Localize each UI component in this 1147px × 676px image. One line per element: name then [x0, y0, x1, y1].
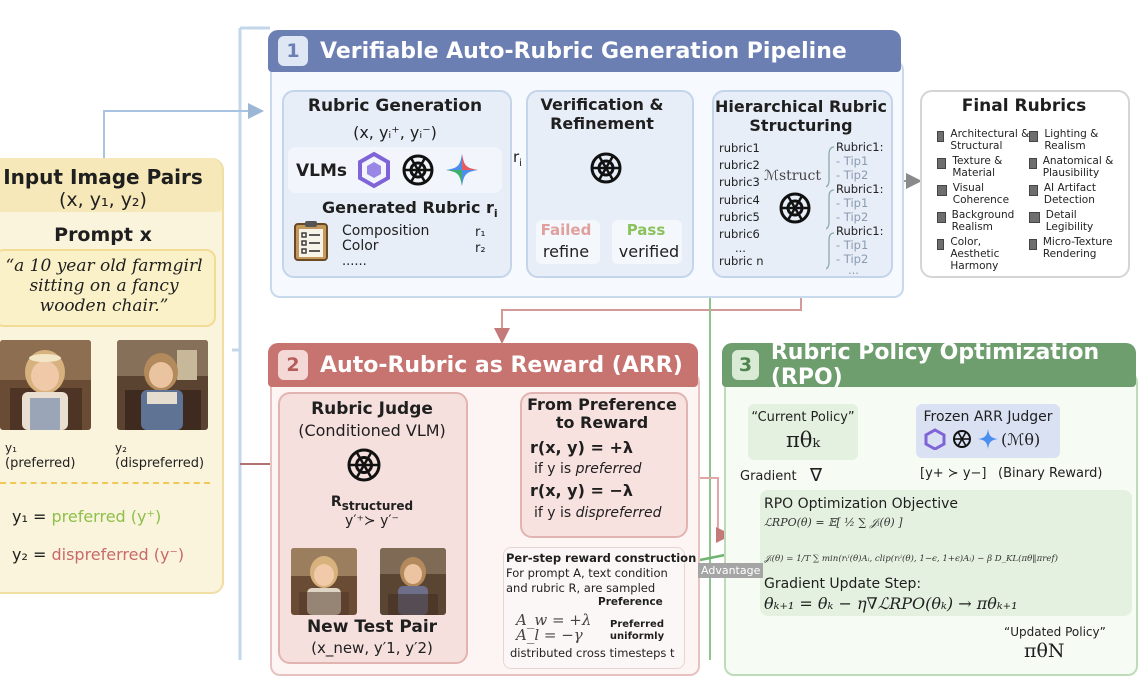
final-item-label: Color, Aesthetic Harmony [950, 236, 1000, 272]
final-title: Final Rubrics [961, 96, 1087, 116]
checkbox-icon [1029, 131, 1038, 142]
panel2-title: Auto-Rubric as Reward (ARR) [320, 352, 683, 378]
test-image-2 [380, 548, 446, 615]
panel1-number: 1 [278, 36, 308, 66]
m-struct: ℳstruct [764, 168, 821, 184]
vlms-label: VLMs [296, 161, 348, 181]
verify-title: Verification & Refinement [540, 95, 664, 133]
final-item [1029, 155, 1125, 179]
checkbox-icon [1029, 158, 1037, 169]
final-item [937, 236, 1031, 272]
checkbox-icon [937, 185, 947, 196]
hier-title: Hierarchical Rubric Structuring [714, 97, 888, 135]
r-structured-r: R [330, 494, 342, 510]
new-test-pair: New Test Pair [306, 617, 438, 637]
pref-title: From Preference to Reward [527, 395, 677, 432]
final-item [937, 128, 1031, 152]
y1-label: y₁ [5, 441, 17, 455]
preference-label: Preference [598, 596, 663, 608]
final-item-label: AI Artifact Detection [1043, 182, 1097, 206]
clipboard-icon [292, 220, 330, 262]
m-theta: (ℳθ) [1001, 430, 1041, 449]
rubric-group-tip: - Tip1 [836, 196, 869, 210]
hexagon-logo-icon [926, 430, 944, 449]
rubric-list-item: ... [735, 241, 746, 256]
final-item-label: Detail Legibility [1045, 209, 1094, 233]
rubric-group-tip: - Tip1 [836, 238, 869, 252]
ri-sub: i [519, 158, 522, 169]
generated-rubric-label: Generated Rubric r [322, 198, 494, 217]
rubric-list-item: rubric1 [719, 141, 760, 155]
rubric-group-tip: - Tip2 [836, 168, 869, 182]
rubric-group-tip: - Tip1 [836, 154, 869, 168]
hexagon-logo-icon [360, 154, 388, 186]
y1-eq-right: preferred (y⁺) [51, 507, 162, 526]
input-divider [0, 482, 210, 484]
obj-title: RPO Optimization Objective [764, 496, 959, 512]
judge-sub: (Conditioned VLM) [298, 421, 446, 440]
failed-label: Failed [540, 221, 592, 239]
r-structured-sub: structured [341, 498, 414, 513]
final-item [937, 155, 1031, 179]
new-pair-formula: (x_new, y′1, y′2) [311, 639, 433, 657]
final-right-col [1029, 128, 1125, 263]
rubric-list-item: rubric4 [719, 192, 760, 207]
input-title: Input Image Pairs [3, 165, 203, 189]
reward-pos-cond-word: preferred [575, 461, 642, 477]
gemini-star-icon [446, 154, 478, 186]
rubric-group-tip: ... [848, 263, 859, 277]
checkbox-icon [937, 239, 944, 250]
gen-code-1: r₂ [475, 241, 486, 256]
verified-label: verified [618, 242, 680, 261]
generated-rubric [322, 198, 498, 220]
eq2: 𝒥ᵢ(θ) = 1/T ∑ min(rₜⁱ(θ)Aᵢ, clip(rₜⁱ(θ), 1−ϵ, 1+ϵ)Aᵢ) − β D_KL(πθ‖πref) [764, 554, 1058, 564]
final-left-col [937, 128, 1031, 275]
final-item [1029, 182, 1125, 206]
update-eq: θₖ₊₁ = θₖ − η∇ℒRPO(θₖ) → πθₖ₊₁ [764, 594, 1018, 613]
y2-eq-right: dispreferred (y⁻) [51, 545, 185, 564]
openai-logo-icon [588, 150, 624, 186]
gemini-star-icon [978, 429, 998, 449]
grad-step: Gradient Update Step: [764, 576, 922, 592]
prompt-label: Prompt x [54, 224, 152, 246]
test-image-1 [291, 548, 357, 615]
y1-image [0, 340, 91, 430]
rubric-list [719, 140, 764, 270]
rubric-group-name: Rubric1: [836, 140, 884, 154]
checkbox-icon [1029, 212, 1040, 223]
rubric-group-tip: - Tip2 [836, 210, 869, 224]
panel2-number: 2 [278, 350, 308, 380]
reward-pos: r(x, y) = +λ [530, 438, 633, 457]
prompt-text: “a 10 year old farmgirl sitting on a fancy wooden chair.” [5, 256, 203, 316]
y1-sub: (preferred) [5, 456, 76, 471]
final-item [1029, 236, 1125, 260]
pass-label: Pass [626, 221, 666, 239]
reward-neg-cond [534, 505, 662, 521]
reward-neg-cond-word: dispreferred [575, 505, 662, 521]
rubric-list-item: rubric5 [719, 209, 760, 224]
y2-sub: (dispreferred) [115, 456, 205, 471]
perstep-text: For prompt A, text condition and rubric R, are sampled [506, 566, 668, 595]
rubric-group-name: Rubric1: [836, 182, 884, 196]
rubric-group-name: Rubric1: [836, 224, 884, 238]
y2-image [117, 340, 208, 430]
gen-item-0: Composition [342, 223, 430, 239]
checkbox-icon [1029, 185, 1038, 196]
final-item [937, 209, 1031, 233]
panel1-title: Verifiable Auto-Rubric Generation Pipeline [320, 38, 847, 64]
judge-title: Rubric Judge [311, 399, 433, 419]
rubric-list-item: rubric2 [719, 158, 760, 173]
final-item-label: Architectural & Structural [950, 128, 1030, 152]
openai-logo-icon [404, 156, 432, 184]
gen-code-0: r₁ [475, 225, 486, 240]
openai-logo-icon [345, 446, 383, 484]
nabla-label: ∇ [810, 465, 823, 486]
rubric-group-tip: - Tip2 [836, 252, 869, 266]
checkbox-icon [937, 131, 944, 142]
checkbox-icon [937, 158, 946, 169]
frozen-label: Frozen ARR Judger [923, 409, 1053, 425]
r-structured [278, 494, 466, 513]
reward-neg: r(x, y) = −λ [530, 481, 633, 500]
checkbox-icon [937, 212, 946, 223]
judge-pref-rel: y′⁺≻ y′⁻ [345, 513, 399, 529]
perstep-title: Per-step reward construction [506, 551, 697, 565]
gradient-label: Gradient [740, 469, 797, 484]
y2-eq-left: y₂ = [12, 545, 47, 564]
openai-logo-icon [777, 190, 813, 226]
vlm-logos [356, 150, 482, 190]
pi-theta-k: πθₖ [785, 428, 821, 452]
panel3-title: Rubric Policy Optimization (RPO) [770, 340, 1100, 390]
input-formula: (x, y₁, y₂) [59, 189, 147, 211]
rubric-list-item: rubric6 [719, 227, 760, 242]
rubric-list-item: rubric n [719, 254, 764, 269]
y1-eq-left: y₁ = [12, 507, 47, 526]
ri-label [513, 148, 522, 169]
y2-label: y₂ [115, 441, 127, 455]
final-item-label: Background Realism [951, 209, 1015, 233]
final-item-label: Anatomical & Plausibility [1042, 155, 1114, 179]
final-item [1029, 128, 1125, 152]
panel3-header [722, 340, 1136, 390]
gen-item-2: ...... [342, 254, 367, 269]
y2-equation [12, 545, 184, 564]
generated-rubric-sub: i [493, 207, 498, 221]
final-item [1029, 209, 1125, 233]
final-item [937, 182, 1031, 206]
y1-equation [12, 507, 161, 526]
brace-lines [826, 145, 836, 270]
reward-pos-cond [534, 461, 641, 477]
eq1: ℒRPO(θ) = 𝔼[ ½ ∑ 𝒥ᵢ(θ) ] [764, 516, 903, 529]
current-policy-label: “Current Policy” [751, 410, 855, 425]
updated-policy: “Updated Policy” [1004, 625, 1106, 639]
refine-label: refine [542, 242, 590, 261]
ri-text: r [513, 148, 520, 166]
distributed-text: distributed cross timesteps t [510, 646, 675, 660]
pi-theta-n: πθN [1024, 640, 1065, 662]
binary-reward: (Binary Reward) [998, 466, 1103, 481]
panel1-header [268, 30, 901, 72]
gen-title: Rubric Generation [307, 96, 483, 116]
final-item-label: Texture & Material [952, 155, 1003, 179]
final-item-label: Lighting & Realism [1044, 128, 1099, 152]
rubric-groups [836, 140, 884, 277]
pref-uniform: Preferred uniformly [609, 619, 665, 642]
final-item-label: Micro-Texture Rendering [1042, 236, 1113, 260]
reward-neg-cond-pre: if y is [534, 505, 572, 521]
checkbox-icon [1029, 239, 1037, 250]
panel2-header [268, 343, 698, 387]
gen-item-1: Color [342, 238, 379, 254]
pref-rel-3: [y+ ≻ y−] [920, 466, 987, 481]
openai-logo-icon [954, 431, 970, 447]
final-item-label: Visual Coherence [952, 182, 1010, 206]
judger-logos [924, 428, 1000, 450]
al-eq: A_l = −γ [516, 626, 583, 644]
reward-pos-cond-pre: if y is [534, 461, 572, 477]
rubric-list-item: rubric3 [719, 175, 760, 190]
aw-eq: A_w = +λ [516, 611, 592, 629]
panel3-number: 3 [732, 350, 759, 380]
advantage-badge: Advantage [698, 563, 763, 578]
gen-formula: (x, yᵢ⁺, yᵢ⁻) [353, 123, 437, 142]
